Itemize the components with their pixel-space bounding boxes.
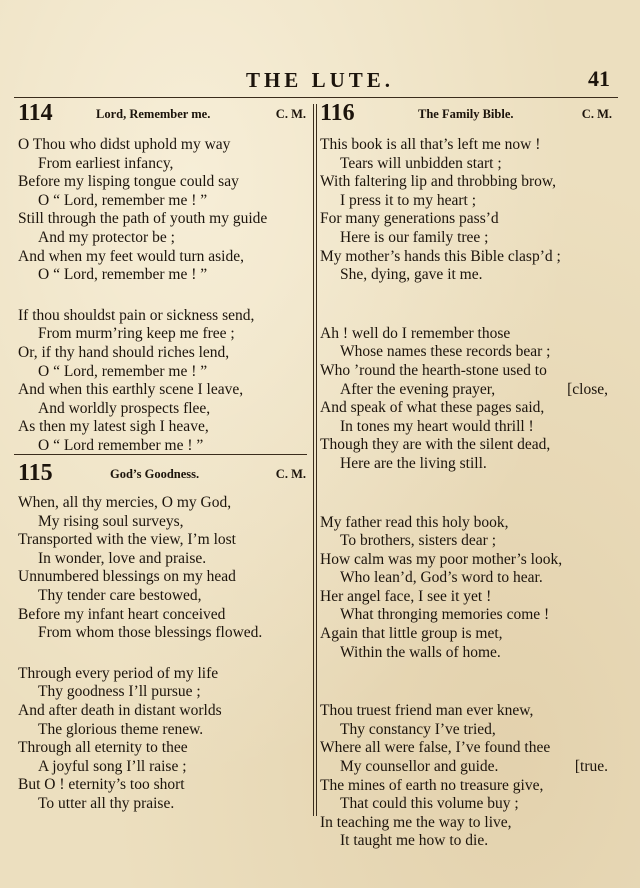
verse-line: And after death in distant worlds — [18, 701, 222, 719]
verse-line: That could this volume buy ; — [340, 795, 519, 813]
verse-line: In teaching me the way to live, — [320, 813, 512, 831]
verse-line: Her angel face, I see it yet ! — [320, 587, 492, 605]
verse-line: My rising soul surveys, — [38, 512, 184, 530]
verse-line: Through all eternity to thee — [18, 739, 188, 757]
verse-line: For many generations pass’d — [320, 210, 499, 228]
hymn-115 — [18, 460, 306, 814]
verse-line: I press it to my heart ; — [340, 191, 477, 209]
verse-line: How calm was my poor mother’s look, — [320, 550, 563, 568]
verse-line: The glorious theme renew. — [38, 720, 204, 738]
verse-line: Still through the path of youth my guide — [18, 210, 268, 228]
section-rule — [14, 454, 307, 455]
verse — [320, 702, 612, 851]
verse — [320, 514, 612, 663]
page-number: 41 — [588, 66, 610, 91]
verse-line: If thou shouldst pain or sickness send, — [18, 306, 255, 324]
turnover-fragment: [close, — [567, 380, 608, 398]
hymn-number: 115 — [18, 460, 53, 486]
verse-line: And speak of what these pages said, — [320, 399, 545, 417]
verse-line: Thy goodness I’ll pursue ; — [38, 683, 201, 701]
verse — [18, 665, 306, 814]
verse-line: Before my infant heart conceived — [18, 605, 226, 623]
verse-line: Unnumbered blessings on my head — [18, 568, 236, 586]
verse — [18, 136, 306, 285]
verse-line: And my protector be ; — [38, 228, 175, 246]
verse-line: And when my feet would turn aside, — [18, 247, 244, 265]
verse-line: In wonder, love and praise. — [38, 549, 207, 567]
verse-line: To utter all thy praise. — [38, 794, 175, 812]
verse-line — [320, 758, 612, 777]
column-divider — [313, 104, 314, 816]
verse-line: O “ Lord, remember me ! ” — [38, 362, 208, 380]
header-rule — [14, 97, 618, 98]
verse-line: This book is all that’s left me now ! — [320, 136, 541, 153]
verse-line: And when this earthly scene I leave, — [18, 381, 244, 399]
verse-line: O Thou who didst uphold my way — [18, 136, 231, 153]
verse-line: Thy constancy I’ve tried, — [340, 720, 496, 738]
hymn-number: 114 — [18, 100, 53, 126]
verse-line: Or, if thy hand should riches lend, — [18, 343, 230, 361]
verse-line: My mother’s hands this Bible clasp’d ; — [320, 247, 561, 265]
verse-line: Before my lisping tongue could say — [18, 173, 239, 191]
verse-line: From murm’ring keep me free ; — [38, 325, 235, 343]
hymn-number: 116 — [320, 100, 355, 126]
hymn-meter: C. M. — [581, 107, 612, 121]
verse-line: From whom those blessings flowed. — [38, 624, 263, 642]
hymn-meter: C. M. — [275, 107, 306, 121]
verse — [18, 494, 306, 643]
verse-line: But O ! eternity’s too short — [18, 776, 185, 794]
verse-line: Here is our family tree ; — [340, 228, 489, 246]
verse-line: Through every period of my life — [18, 664, 219, 682]
verse-line: In tones my heart would thrill ! — [340, 417, 534, 435]
verse-line: And worldly prospects flee, — [38, 399, 211, 417]
verse-line: Transported with the view, I’m lost — [18, 531, 236, 549]
verse-line: Who ’round the hearth-stone used to — [320, 361, 547, 379]
verse-line: Thy tender care bestowed, — [38, 586, 202, 604]
verse-line: To brothers, sisters dear ; — [340, 532, 497, 550]
verse-line: O “ Lord, remember me ! ” — [38, 266, 208, 284]
verse — [320, 325, 612, 474]
verse-line: She, dying, gave it me. — [340, 266, 483, 284]
verse-line: It taught me how to die. — [340, 832, 489, 850]
verse-line: What thronging memories come ! — [340, 606, 550, 624]
verse-line: The mines of earth no treasure give, — [320, 776, 544, 794]
hymn-116 — [320, 100, 612, 851]
verse-line: Within the walls of home. — [340, 643, 501, 661]
turnover-fragment: [true. — [574, 758, 608, 776]
verse-line: Whose names these records bear ; — [340, 343, 551, 361]
verse-line: Again that little group is met, — [320, 625, 503, 643]
verse-line: With faltering lip and throbbing brow, — [320, 173, 556, 191]
verse-line: From earliest infancy, — [38, 154, 174, 172]
verse-line — [320, 381, 612, 400]
verse-line: Who lean’d, God’s word to hear. — [340, 569, 543, 587]
verse-line: Though they are with the silent dead, — [320, 436, 551, 454]
verse-line: A joyful song I’ll raise ; — [38, 757, 187, 775]
verse-line-text: After the evening prayer, — [340, 380, 496, 398]
hymn-title: Lord, Remember me. — [96, 107, 211, 121]
hymn-title: God’s Goodness. — [110, 467, 200, 481]
hymn-title: The Family Bible. — [418, 107, 514, 121]
verse — [320, 136, 612, 285]
verse-line: Thou truest friend man ever knew, — [320, 702, 534, 720]
hymn-114 — [18, 100, 306, 456]
hymn-meter: C. M. — [275, 467, 306, 481]
verse-line: Where all were false, I’ve found thee — [320, 739, 551, 757]
verse-line: Here are the living still. — [340, 454, 487, 472]
running-head-title: THE LUTE. — [245, 68, 395, 92]
verse-line: My father read this holy book, — [320, 513, 509, 531]
column-divider — [316, 104, 317, 816]
verse-line: When, all thy mercies, O my God, — [18, 494, 232, 511]
verse — [18, 307, 306, 456]
verse-line: O “ Lord, remember me ! ” — [38, 191, 208, 209]
verse-line: Tears will unbidden start ; — [340, 154, 502, 172]
verse-line: O “ Lord remember me ! ” — [38, 436, 204, 454]
verse-line: Ah ! well do I remember those — [320, 324, 511, 342]
verse-line-text: My counsellor and guide. — [340, 758, 499, 776]
verse-line: As then my latest sigh I heave, — [18, 418, 209, 436]
